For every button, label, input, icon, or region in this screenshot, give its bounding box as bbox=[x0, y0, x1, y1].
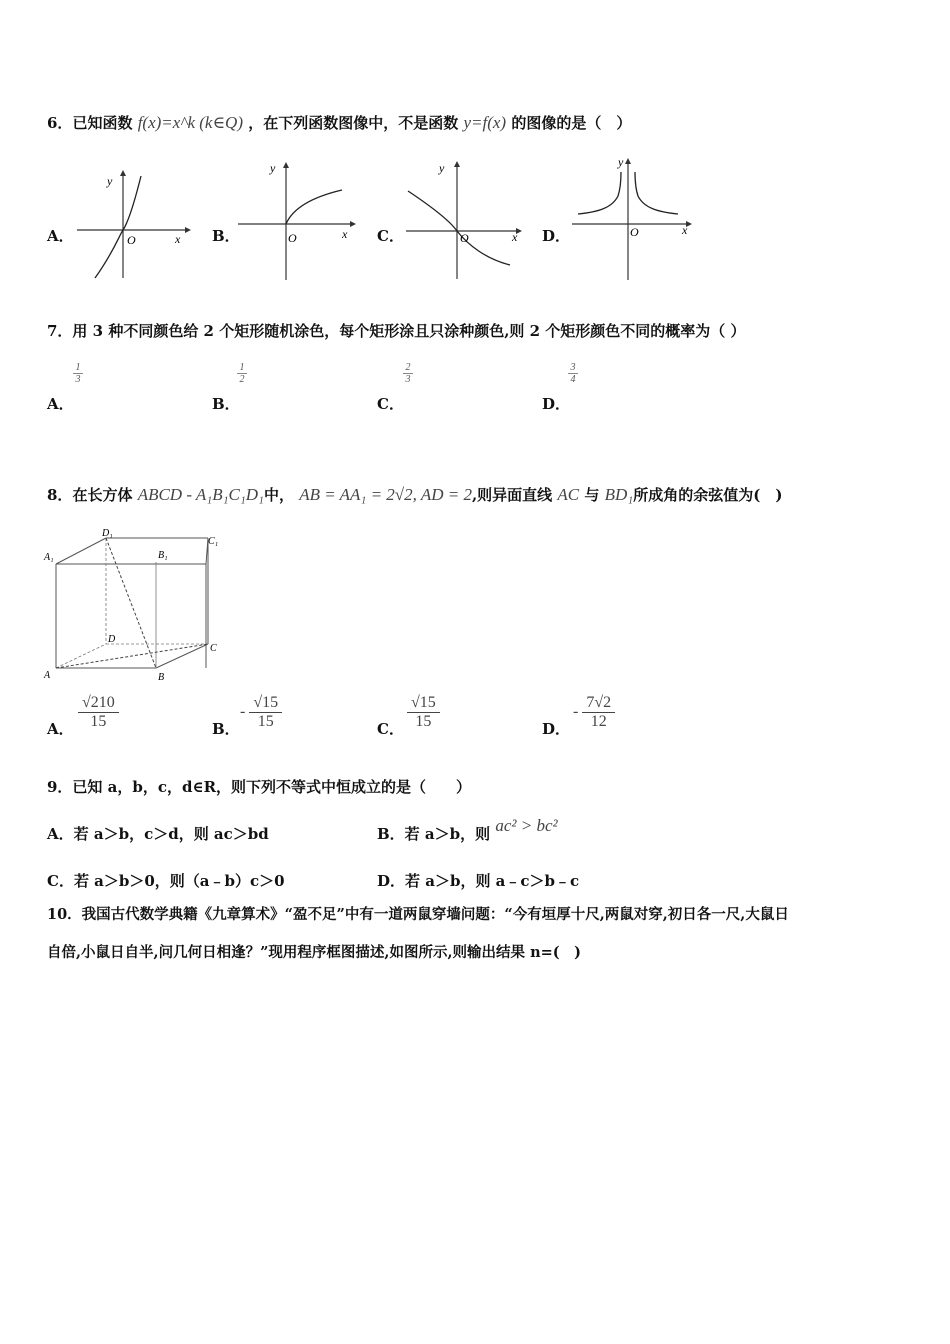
q9-stem: 9．已知 a，b，c，d∈R，则下列不等式中恒成立的是（ ） bbox=[47, 778, 472, 796]
q7-option-d-value: 3 4 bbox=[568, 362, 578, 385]
q8-option-d-label[interactable]: D． bbox=[542, 720, 571, 738]
q6-a-y-label: y bbox=[107, 174, 113, 188]
q7-option-b-label[interactable]: B． bbox=[212, 395, 240, 413]
q10-stem-line2: 自倍,小鼠日自半,问几何日相逢？”现用程序框图描述,如图所示,则输出结果 n=( ) bbox=[47, 944, 581, 961]
q6-formula1: f(x)=x^k (k∈Q) bbox=[137, 113, 243, 132]
q7-option-c-value: 2 3 bbox=[403, 362, 413, 385]
q7-option-a-value: 1 3 bbox=[73, 362, 83, 385]
q7-stem: 7．用 3 种不同颜色给 2 个矩形随机涂色，每个矩形涂且只涂种颜色,则 2 个矩形颜色不同的概率为（ ） bbox=[47, 322, 746, 340]
q6-graph-a bbox=[75, 168, 195, 282]
q8-label-a: A bbox=[44, 670, 51, 681]
q8-formula4: AC bbox=[557, 485, 580, 504]
q6-stem: 6．已知函数 f(x)=x^k (k∈Q) ，在下列函数图像中，不是函数 y=f(x) 的图像的是（ ） bbox=[47, 113, 632, 132]
q8-formula5: BD₁ bbox=[604, 485, 634, 504]
q8-formula1: ABCD - A₁B₁C₁D₁ bbox=[137, 485, 264, 504]
q7-option-b-value: 1 2 bbox=[237, 362, 247, 385]
q6-formula2: y=f(x) bbox=[463, 113, 507, 132]
q6-option-c-label[interactable]: C． bbox=[377, 227, 404, 245]
q6-option-a-label[interactable]: A． bbox=[47, 227, 74, 245]
q9-option-b[interactable]: B．若 a＞b，则 ac² > bc² bbox=[377, 816, 558, 843]
q9-option-b-formula: ac² > bc² bbox=[495, 816, 558, 835]
q9-option-a[interactable]: A．若 a＞b，c＞d，则 ac＞bd bbox=[47, 825, 269, 843]
q8-formula3: , AD = 2 bbox=[412, 485, 472, 504]
q8-label-d: D bbox=[108, 634, 116, 645]
q7-option-c-label[interactable]: C． bbox=[377, 395, 404, 413]
q6-option-d-label[interactable]: D． bbox=[542, 227, 571, 245]
q9-option-d[interactable]: D．若 a＞b，则 a﹣c＞b﹣c bbox=[377, 872, 580, 890]
q10-stem-line1: 10．我国古代数学典籍《九章算术》“盈不足”中有一道两鼠穿墙问题：“今有垣厚十尺,两鼠对穿,初日各一尺,大鼠日 bbox=[47, 906, 789, 923]
q8-option-d-value: - $\frac{7√2}{12}$ bbox=[573, 694, 615, 731]
q8-cuboid-figure bbox=[40, 526, 230, 684]
q6-d-x-label: x bbox=[682, 223, 688, 237]
q6-option-b-label[interactable]: B． bbox=[212, 227, 240, 245]
q8-label-d1: D₁ bbox=[102, 528, 113, 539]
q6-b-y-label: y bbox=[270, 161, 276, 175]
q8-formula2: AB = AA₁ = 2√2 bbox=[299, 485, 413, 504]
q8-option-c-label[interactable]: C． bbox=[377, 720, 404, 738]
q6-d-origin: O bbox=[630, 225, 639, 239]
q8-option-a-label[interactable]: A． bbox=[47, 720, 74, 738]
q6-a-origin: O bbox=[127, 233, 136, 247]
q8-option-a-value: $\frac{√210}{15}$ bbox=[78, 694, 119, 731]
q8-label-c: C bbox=[210, 643, 217, 654]
q8-label-a1: A₁ bbox=[44, 552, 54, 563]
q6-graph-b bbox=[236, 158, 360, 282]
q6-d-y-label: y bbox=[618, 155, 624, 169]
q6-graph-d bbox=[568, 152, 698, 282]
q8-option-c-value: $\frac{√15}{15}$ bbox=[407, 694, 440, 731]
q8-label-b: B bbox=[158, 672, 165, 683]
q8-label-b1: B₁ bbox=[158, 550, 168, 561]
q6-c-origin: O bbox=[460, 231, 469, 245]
q8-label-c1: C₁ bbox=[208, 536, 219, 547]
q7-option-a-label[interactable]: A． bbox=[47, 395, 74, 413]
q8-stem: 8．在长方体 ABCD - A₁B₁C₁D₁中， AB = AA₁ = 2√2, AD = 2,则异面直线 AC 与 BD₁所成角的余弦值为( ) bbox=[47, 485, 783, 504]
q6-a-x-label: x bbox=[175, 232, 181, 246]
q6-c-y-label: y bbox=[439, 161, 445, 175]
q8-option-b-value: - $\frac{√15}{15}$ bbox=[240, 694, 282, 731]
q6-b-x-label: x bbox=[342, 227, 348, 241]
q6-b-origin: O bbox=[288, 231, 297, 245]
q7-option-d-label[interactable]: D． bbox=[542, 395, 571, 413]
q6-c-x-label: x bbox=[512, 230, 518, 244]
q8-option-b-label[interactable]: B． bbox=[212, 720, 240, 738]
q9-option-c[interactable]: C．若 a＞b＞0，则（a﹣b）c＞0 bbox=[47, 872, 285, 890]
q6-graph-c bbox=[402, 155, 526, 282]
